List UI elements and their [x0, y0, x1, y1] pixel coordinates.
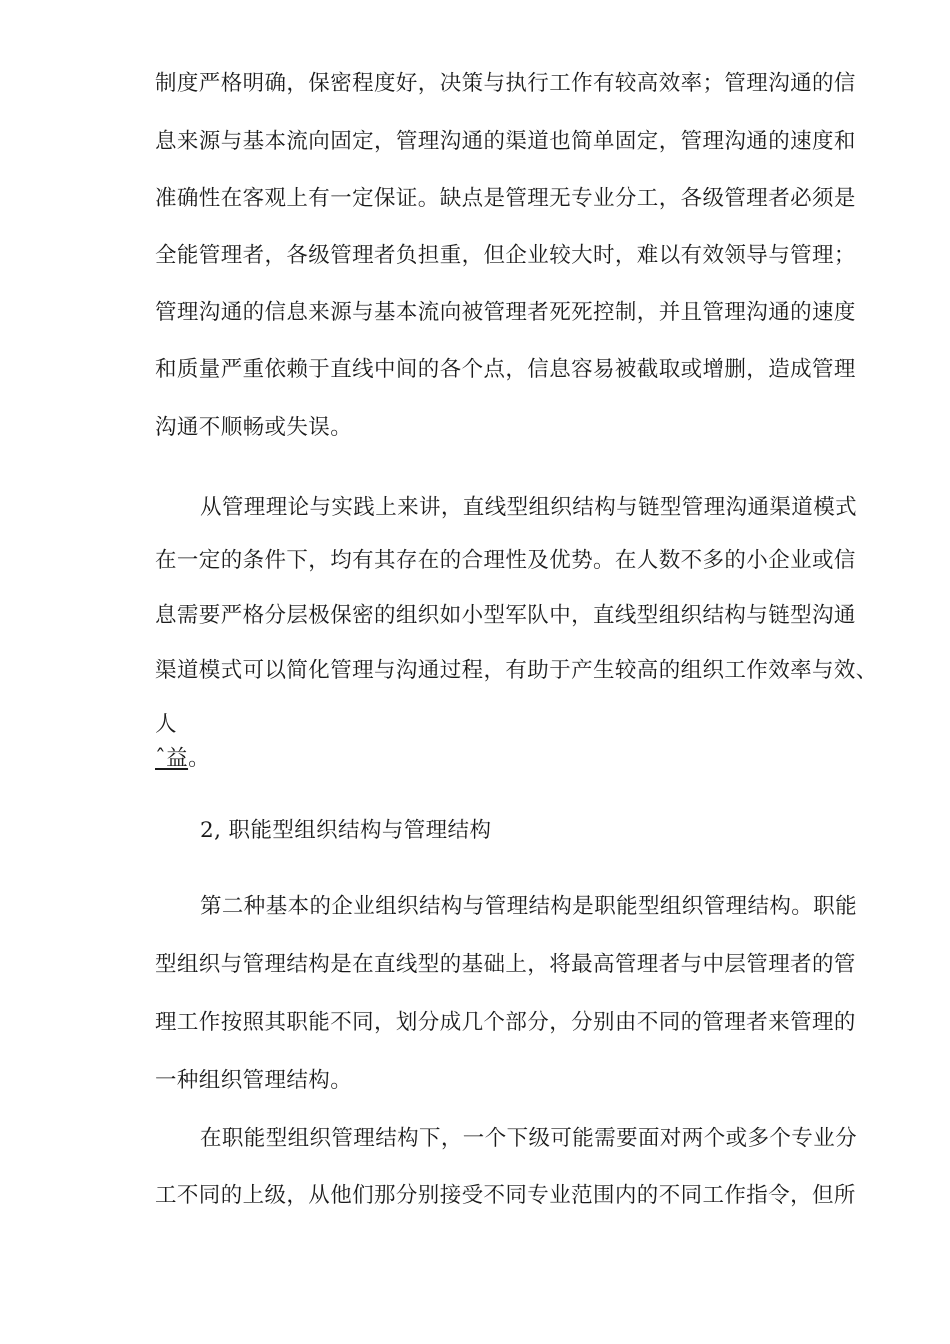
paragraph-line: 一种组织管理结构。 — [155, 1068, 353, 1093]
paragraph-line: 在职能型组织管理结构下，一个下级可能需要面对两个或多个专业分 — [200, 1126, 858, 1151]
paragraph-line: 人 — [155, 712, 177, 737]
paragraph-line: 沟通不顺畅或失误。 — [155, 415, 353, 440]
paragraph-line: 和质量严重依赖于直线中间的各个点，信息容易被截取或增删，造成管理 — [155, 357, 856, 382]
paragraph-line: 第二种基本的企业组织结构与管理结构是职能型组织管理结构。职能 — [200, 894, 858, 919]
underlined-fragment: ˆ益 — [155, 746, 189, 771]
paragraph-line-tail — [155, 746, 210, 772]
paragraph-line: 在一定的条件下，均有其存在的合理性及优势。在人数不多的小企业或信 — [155, 548, 856, 573]
section-heading: 2, 职能型组织结构与管理结构 — [200, 818, 492, 843]
paragraph-line: 准确性在客观上有一定保证。缺点是管理无专业分工，各级管理者必须是 — [155, 186, 856, 211]
paragraph-line: 全能管理者，各级管理者负担重，但企业较大时，难以有效领导与管理； — [155, 243, 856, 268]
paragraph-line: 从管理理论与实践上来讲，直线型组织结构与链型管理沟通渠道模式 — [200, 495, 858, 520]
paragraph-line: 渠道模式可以简化管理与沟通过程，有助于产生较高的组织工作效率与效、 — [155, 658, 878, 683]
fragment-end: 。 — [188, 746, 210, 771]
paragraph-line: 制度严格明确，保密程度好，决策与执行工作有较高效率；管理沟通的信 — [155, 71, 856, 96]
paragraph-line: 型组织与管理结构是在直线型的基础上，将最高管理者与中层管理者的管 — [155, 952, 856, 977]
paragraph-line: 理工作按照其职能不同，划分成几个部分，分别由不同的管理者来管理的 — [155, 1010, 856, 1035]
paragraph-line: 息需要严格分层极保密的组织如小型军队中，直线型组织结构与链型沟通 — [155, 603, 856, 628]
paragraph-line: 管理沟通的信息来源与基本流向被管理者死死控制，并且管理沟通的速度 — [155, 300, 856, 325]
paragraph-line: 息来源与基本流向固定，管理沟通的渠道也简单固定，管理沟通的速度和 — [155, 129, 856, 154]
paragraph-line: 工不同的上级，从他们那分别接受不同专业范围内的不同工作指令，但所 — [155, 1183, 856, 1208]
